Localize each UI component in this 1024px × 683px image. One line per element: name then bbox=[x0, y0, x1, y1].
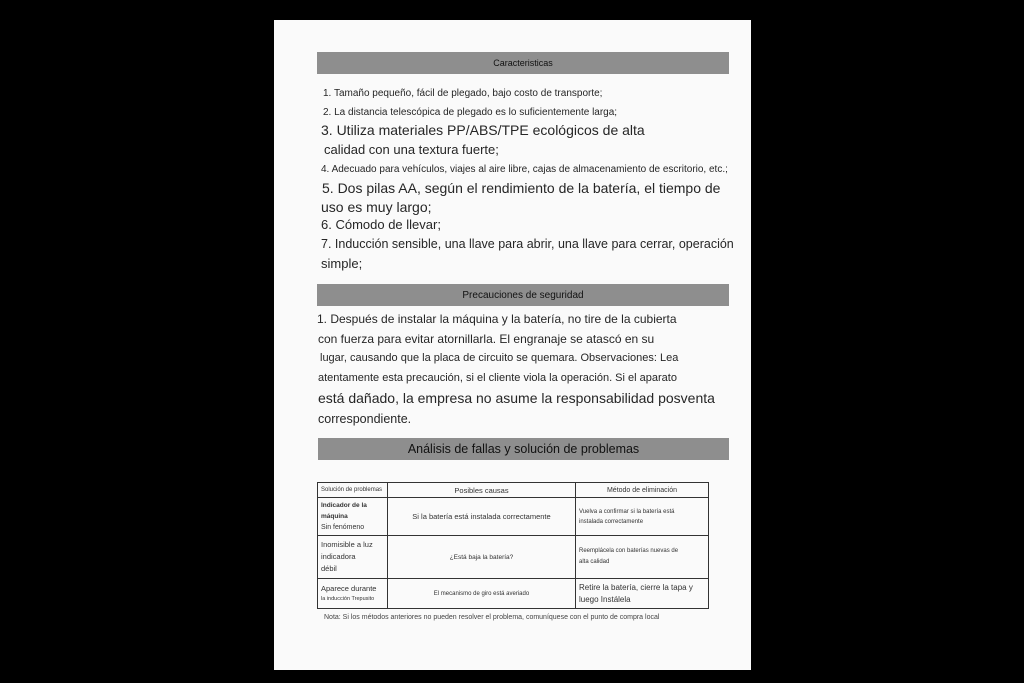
troubleshooting-table bbox=[317, 482, 709, 609]
document-page bbox=[274, 20, 751, 670]
safety-header: Precauciones de seguridad bbox=[317, 284, 729, 306]
feature-line: uso es muy largo; bbox=[321, 199, 432, 215]
feature-line: 1. Tamaño pequeño, fácil de plegado, bajo costo de transporte; bbox=[323, 88, 603, 99]
cause-cell: ¿Está baja la batería? bbox=[388, 536, 576, 579]
column-header: Método de eliminación bbox=[576, 483, 709, 498]
safety-line: lugar, causando que la placa de circuito se quemara. Observaciones: Lea bbox=[320, 352, 679, 364]
feature-line: simple; bbox=[321, 256, 363, 271]
feature-line: 4. Adecuado para vehículos, viajes al aire libre, cajas de almacenamiento de escritorio, etc.; bbox=[321, 164, 728, 175]
feature-line: 2. La distancia telescópica de plegado es lo suficientemente larga; bbox=[323, 107, 618, 118]
solution-cell: Reemplácela con baterías nuevas de alta calidad bbox=[576, 536, 709, 579]
faults-header: Análisis de fallas y solución de problemas bbox=[318, 438, 729, 460]
problem-cell: Inomisible a luz indicadora débil bbox=[318, 536, 388, 579]
table-row bbox=[318, 579, 709, 609]
feature-line: 3. Utiliza materiales PP/ABS/TPE ecológicos de alta bbox=[321, 122, 645, 138]
column-header: Solución de problemas bbox=[318, 483, 388, 498]
solution-cell: Retire la batería, cierre la tapa y luego Instálela bbox=[576, 579, 709, 609]
table-header-row bbox=[318, 483, 709, 498]
safety-line: está dañado, la empresa no asume la responsabilidad posventa bbox=[318, 390, 715, 406]
table-row bbox=[318, 498, 709, 536]
safety-line: correspondiente. bbox=[318, 412, 412, 426]
table-row bbox=[318, 536, 709, 579]
cause-cell: El mecanismo de giro está averiado bbox=[388, 579, 576, 609]
safety-line: atentamente esta precaución, si el cliente viola la operación. Si el aparato bbox=[318, 372, 677, 384]
cause-cell: Si la batería está instalada correctamente bbox=[388, 498, 576, 536]
features-header: Caracteristicas bbox=[317, 52, 729, 74]
problem-cell: Aparece durante la inducción Trepusito bbox=[318, 579, 388, 609]
solution-cell: Vuelva a confirmar si la batería está instalada correctamente bbox=[576, 498, 709, 536]
column-header: Posibles causas bbox=[388, 483, 576, 498]
feature-line: 6. Cómodo de llevar; bbox=[321, 217, 441, 232]
footnote: Nota: Si los métodos anteriores no pueden resolver el problema, comuníquese con el punto de compra local bbox=[324, 614, 660, 621]
feature-line: calidad con una textura fuerte; bbox=[324, 142, 499, 157]
feature-line: 7. Inducción sensible, una llave para abrir, una llave para cerrar, operación bbox=[321, 237, 734, 251]
feature-line: 5. Dos pilas AA, según el rendimiento de la batería, el tiempo de bbox=[322, 180, 721, 196]
safety-line: con fuerza para evitar atornillarla. El engranaje se atascó en su bbox=[318, 332, 655, 346]
safety-line: 1. Después de instalar la máquina y la batería, no tire de la cubierta bbox=[317, 312, 677, 326]
problem-cell: Indicador de la máquina Sin fenómeno bbox=[318, 498, 388, 536]
